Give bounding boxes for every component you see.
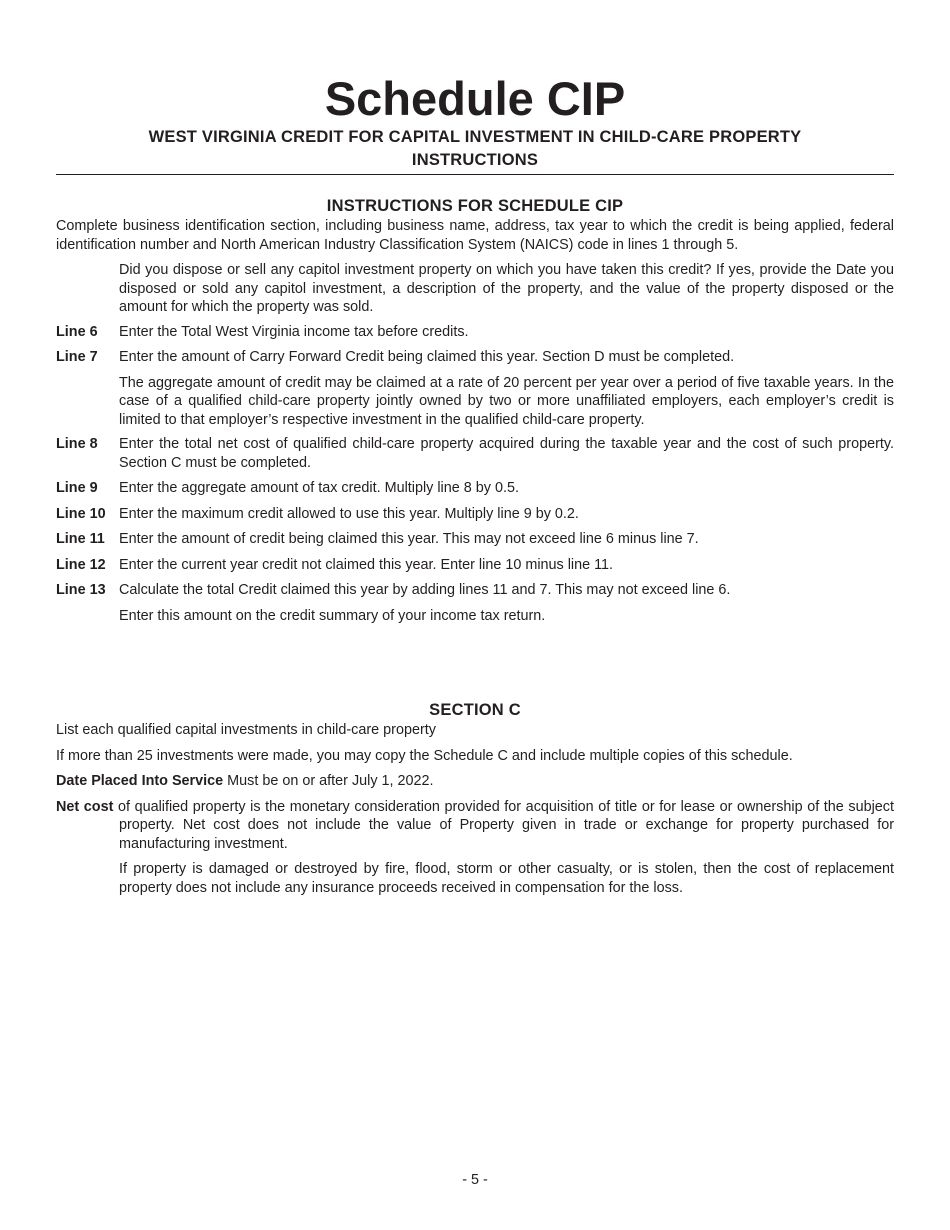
line-13-note: Enter this amount on the credit summary of your income tax return. [119, 607, 546, 624]
net-cost-definition [56, 798, 894, 854]
instructions-heading: INSTRUCTIONS FOR SCHEDULE CIP [326, 197, 624, 215]
document-page [56, 0, 894, 897]
damage-note: If property is damaged or destroyed by fire, flood, storm or other casualty, or is stolen, then the cost of replacement property does not include any insurance proceeds received in compensation for the loss. [119, 861, 894, 896]
date-placed-into-service [56, 772, 894, 791]
line-8-instruction [56, 435, 894, 472]
line-10-instruction [56, 505, 894, 524]
document-subtitle: WEST VIRGINIA CREDIT FOR CAPITAL INVESTMENT IN CHILD-CARE PROPERTY [148, 128, 802, 146]
section-c-heading: SECTION C [429, 701, 521, 719]
date-text: Must be on or after July 1, 2022. [223, 773, 434, 789]
date-label: Date Placed Into Service [56, 773, 224, 789]
dispose-note: Did you dispose or sell any capitol investment property on which you have taken this credit? If yes, provide the Date you disposed or sold any capitol investment, a description of the property, and the value of the property disposed or the amount for which the property was sold. [119, 262, 894, 315]
document-title: Schedule CIP [324, 72, 626, 125]
net-cost-label: Net cost [56, 798, 114, 815]
line-9-instruction [56, 479, 894, 498]
net-cost-text: of qualified property is the monetary consideration provided for acquisition of title or for lease or ownership of the subject property. Net cost does not include the value of Property given in trade or exchange for property purchased for manufacturing investment. [113, 798, 894, 852]
line-text: Enter the amount of credit being claimed this year. This may not exceed line 6 minus line 7. [119, 531, 699, 547]
intro-paragraph: Complete business identification section, including business name, address, tax year to which the credit is being applied, federal identification number and North American Industry Classification System (NAICS) code in lines 1 through 5. [56, 218, 894, 253]
line-7-instruction [56, 348, 894, 367]
section-c-copies-note: If more than 25 investments were made, you may copy the Schedule C and include multiple copies of this schedule. [56, 747, 793, 764]
line-text: Enter the current year credit not claimed this year. Enter line 10 minus line 11. [119, 556, 614, 573]
line-text: Enter the total net cost of qualified child-care property acquired during the taxable year and the cost of such property. Section C must be completed. [119, 436, 894, 471]
line-text: Calculate the total Credit claimed this year by adding lines 11 and 7. This may not exceed line 6. [119, 582, 731, 598]
document-subtitle-instructions: INSTRUCTIONS [411, 151, 539, 169]
line-13-instruction [56, 581, 894, 600]
line-label: Line 7 [56, 349, 98, 365]
line-6-instruction [56, 323, 894, 342]
line-12-instruction [56, 556, 894, 575]
line-label: Line 12 [56, 556, 106, 573]
line-text: Enter the amount of Carry Forward Credit being claimed this year. Section D must be completed. [119, 349, 735, 365]
line-label: Line 10 [56, 505, 106, 522]
line-label: Line 9 [56, 480, 98, 496]
page-number: - 5 - [462, 1172, 488, 1188]
line-label: Line 6 [56, 323, 98, 340]
line-text: Enter the maximum credit allowed to use this year. Multiply line 9 by 0.2. [119, 505, 579, 522]
line-label: Line 13 [56, 582, 106, 598]
section-c-list-note: List each qualified capital investments in child-care property [56, 722, 436, 738]
line-text: Enter the aggregate amount of tax credit. Multiply line 8 by 0.5. [119, 480, 519, 496]
line-text: Enter the Total West Virginia income tax before credits. [119, 323, 469, 340]
line-label: Line 11 [56, 531, 105, 547]
line-label: Line 8 [56, 436, 98, 452]
line-11-instruction [56, 530, 894, 549]
line-7-note: The aggregate amount of credit may be claimed at a rate of 20 percent per year over a period of five taxable years. In the case of a qualified child-care property jointly owned by two or more unaffiliated employers, each employer’s credit is limited to that employer’s respective investment in the qualified child-care property. [119, 374, 894, 428]
